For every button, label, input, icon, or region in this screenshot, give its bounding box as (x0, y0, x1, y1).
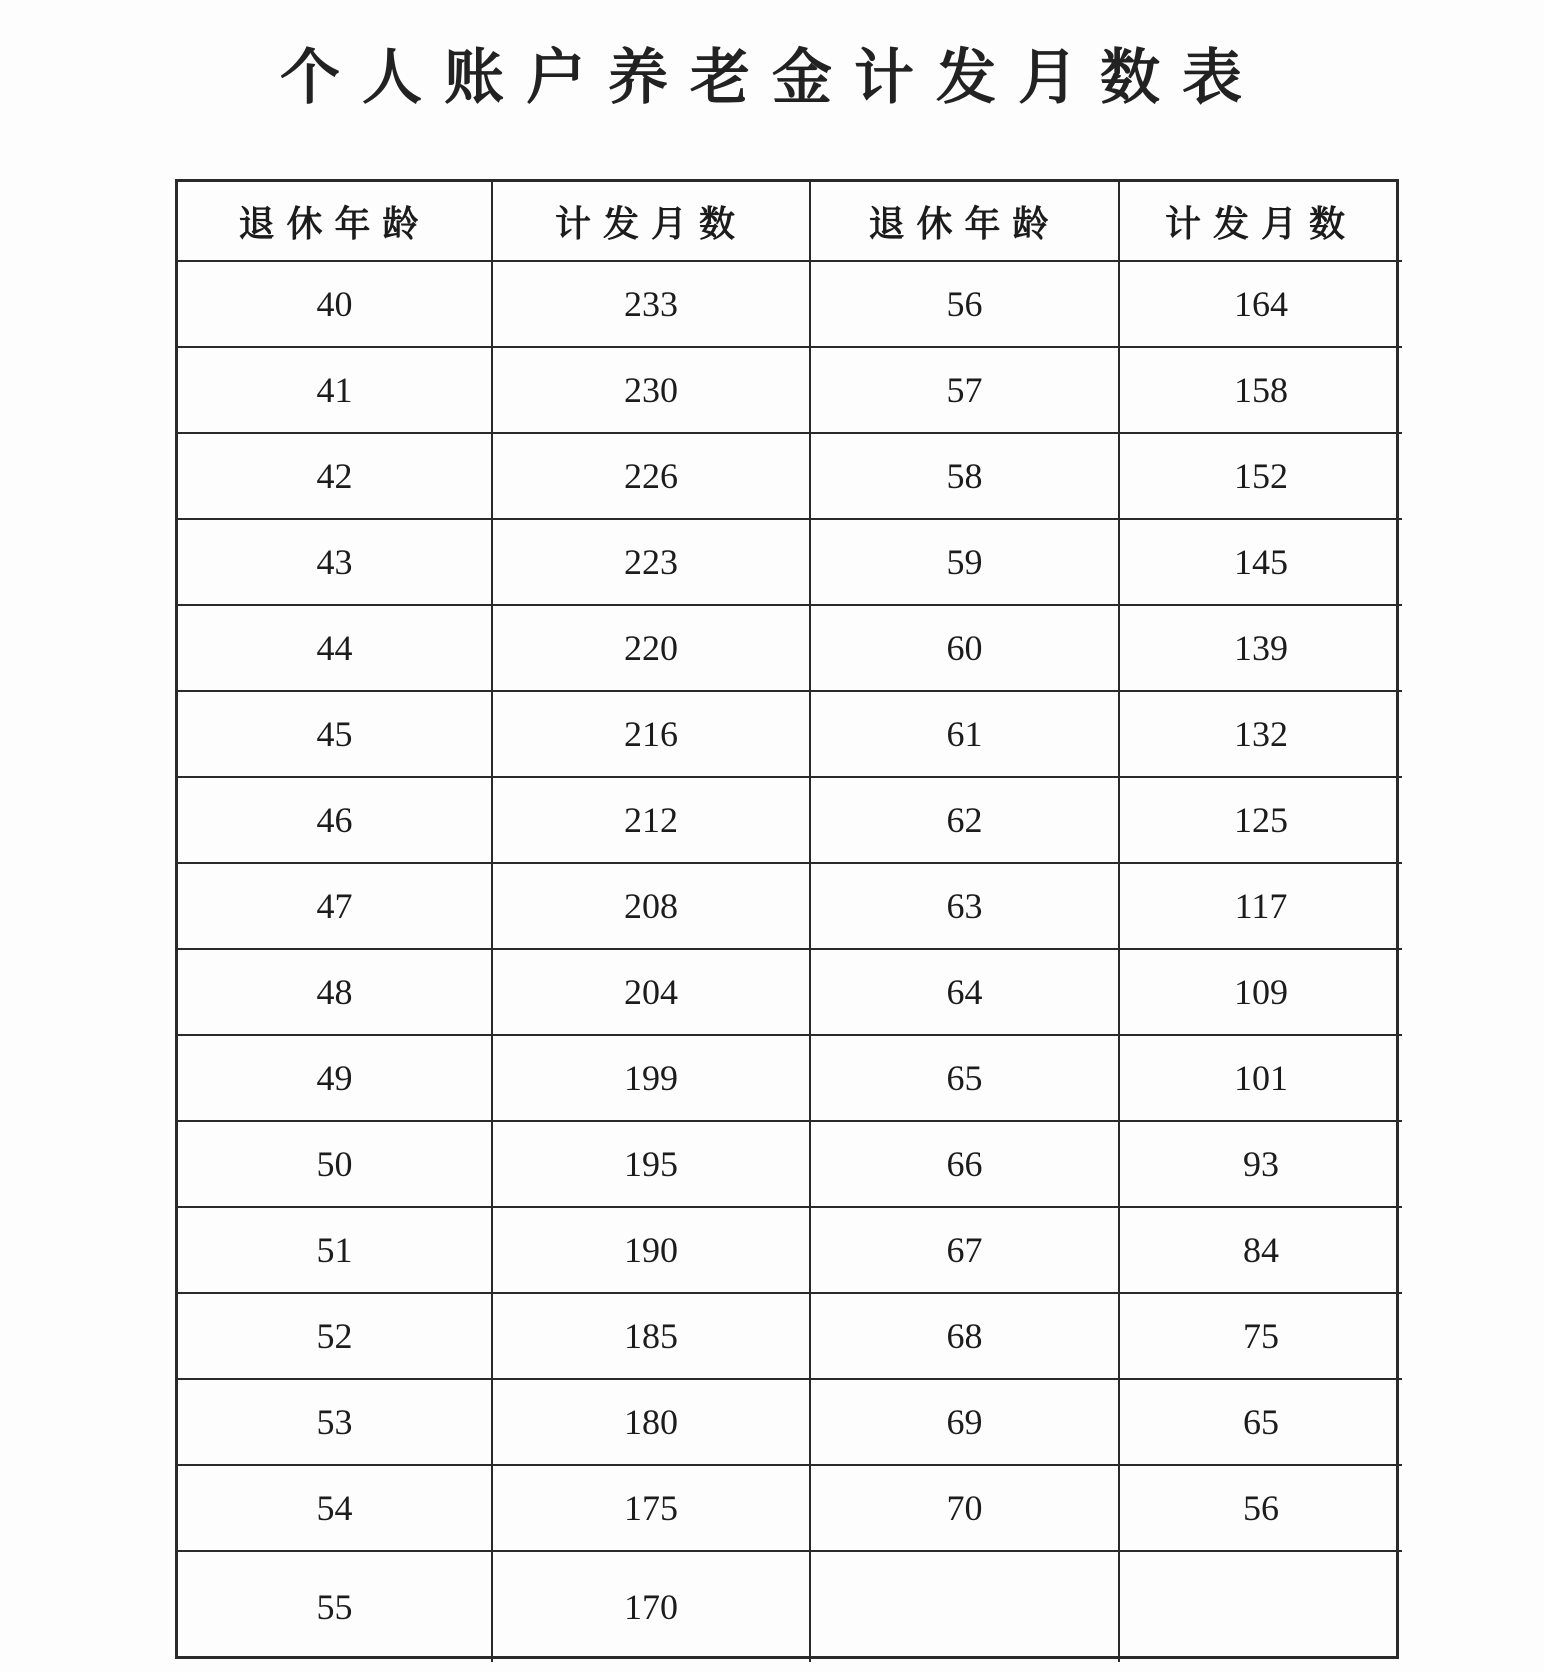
table-cell: 58 (811, 434, 1120, 520)
table-cell: 46 (178, 778, 493, 864)
table-cell: 54 (178, 1466, 493, 1552)
table-cell: 63 (811, 864, 1120, 950)
table-cell: 51 (178, 1208, 493, 1294)
table-cell: 41 (178, 348, 493, 434)
table-cell: 56 (811, 262, 1120, 348)
table-cell: 60 (811, 606, 1120, 692)
table-cell: 208 (493, 864, 811, 950)
table-cell: 185 (493, 1294, 811, 1380)
table-cell: 101 (1120, 1036, 1402, 1122)
table-cell: 223 (493, 520, 811, 606)
table-cell: 70 (811, 1466, 1120, 1552)
table-cell: 132 (1120, 692, 1402, 778)
header-cell: 退休年龄 (178, 182, 493, 262)
table-cell: 68 (811, 1294, 1120, 1380)
table-cell: 45 (178, 692, 493, 778)
table-cell: 57 (811, 348, 1120, 434)
table-cell: 117 (1120, 864, 1402, 950)
table-cell: 158 (1120, 348, 1402, 434)
header-cell: 退休年龄 (811, 182, 1120, 262)
table-cell: 65 (1120, 1380, 1402, 1466)
pension-months-table (175, 179, 1399, 1659)
table-cell: 152 (1120, 434, 1402, 520)
header-cell: 计发月数 (493, 182, 811, 262)
table-cell (1120, 1552, 1402, 1662)
table-cell: 44 (178, 606, 493, 692)
table-cell: 62 (811, 778, 1120, 864)
table-cell: 164 (1120, 262, 1402, 348)
header-cell: 计发月数 (1120, 182, 1402, 262)
table-cell: 125 (1120, 778, 1402, 864)
table-cell: 170 (493, 1552, 811, 1662)
table-cell: 43 (178, 520, 493, 606)
table-cell: 139 (1120, 606, 1402, 692)
table-cell: 220 (493, 606, 811, 692)
table-cell: 233 (493, 262, 811, 348)
table-cell (811, 1552, 1120, 1662)
table-cell: 47 (178, 864, 493, 950)
table-cell: 212 (493, 778, 811, 864)
table-cell: 84 (1120, 1208, 1402, 1294)
table-cell: 55 (178, 1552, 493, 1662)
table-cell: 69 (811, 1380, 1120, 1466)
table-cell: 230 (493, 348, 811, 434)
table-cell: 59 (811, 520, 1120, 606)
table-cell: 204 (493, 950, 811, 1036)
table-cell: 175 (493, 1466, 811, 1552)
table-cell: 56 (1120, 1466, 1402, 1552)
table-cell: 49 (178, 1036, 493, 1122)
table-cell: 52 (178, 1294, 493, 1380)
table-cell: 50 (178, 1122, 493, 1208)
table-cell: 216 (493, 692, 811, 778)
table-cell: 93 (1120, 1122, 1402, 1208)
table-cell: 180 (493, 1380, 811, 1466)
table-cell: 64 (811, 950, 1120, 1036)
table-cell: 226 (493, 434, 811, 520)
table-cell: 145 (1120, 520, 1402, 606)
table-cell: 42 (178, 434, 493, 520)
table-cell: 53 (178, 1380, 493, 1466)
table-cell: 75 (1120, 1294, 1402, 1380)
table-cell: 190 (493, 1208, 811, 1294)
table-cell: 66 (811, 1122, 1120, 1208)
table-cell: 195 (493, 1122, 811, 1208)
table-cell: 65 (811, 1036, 1120, 1122)
page-title: 个人账户养老金计发月数表 (280, 43, 1264, 113)
table-cell: 109 (1120, 950, 1402, 1036)
table-cell: 48 (178, 950, 493, 1036)
table-cell: 61 (811, 692, 1120, 778)
table-cell: 199 (493, 1036, 811, 1122)
table-cell: 67 (811, 1208, 1120, 1294)
table-cell: 40 (178, 262, 493, 348)
